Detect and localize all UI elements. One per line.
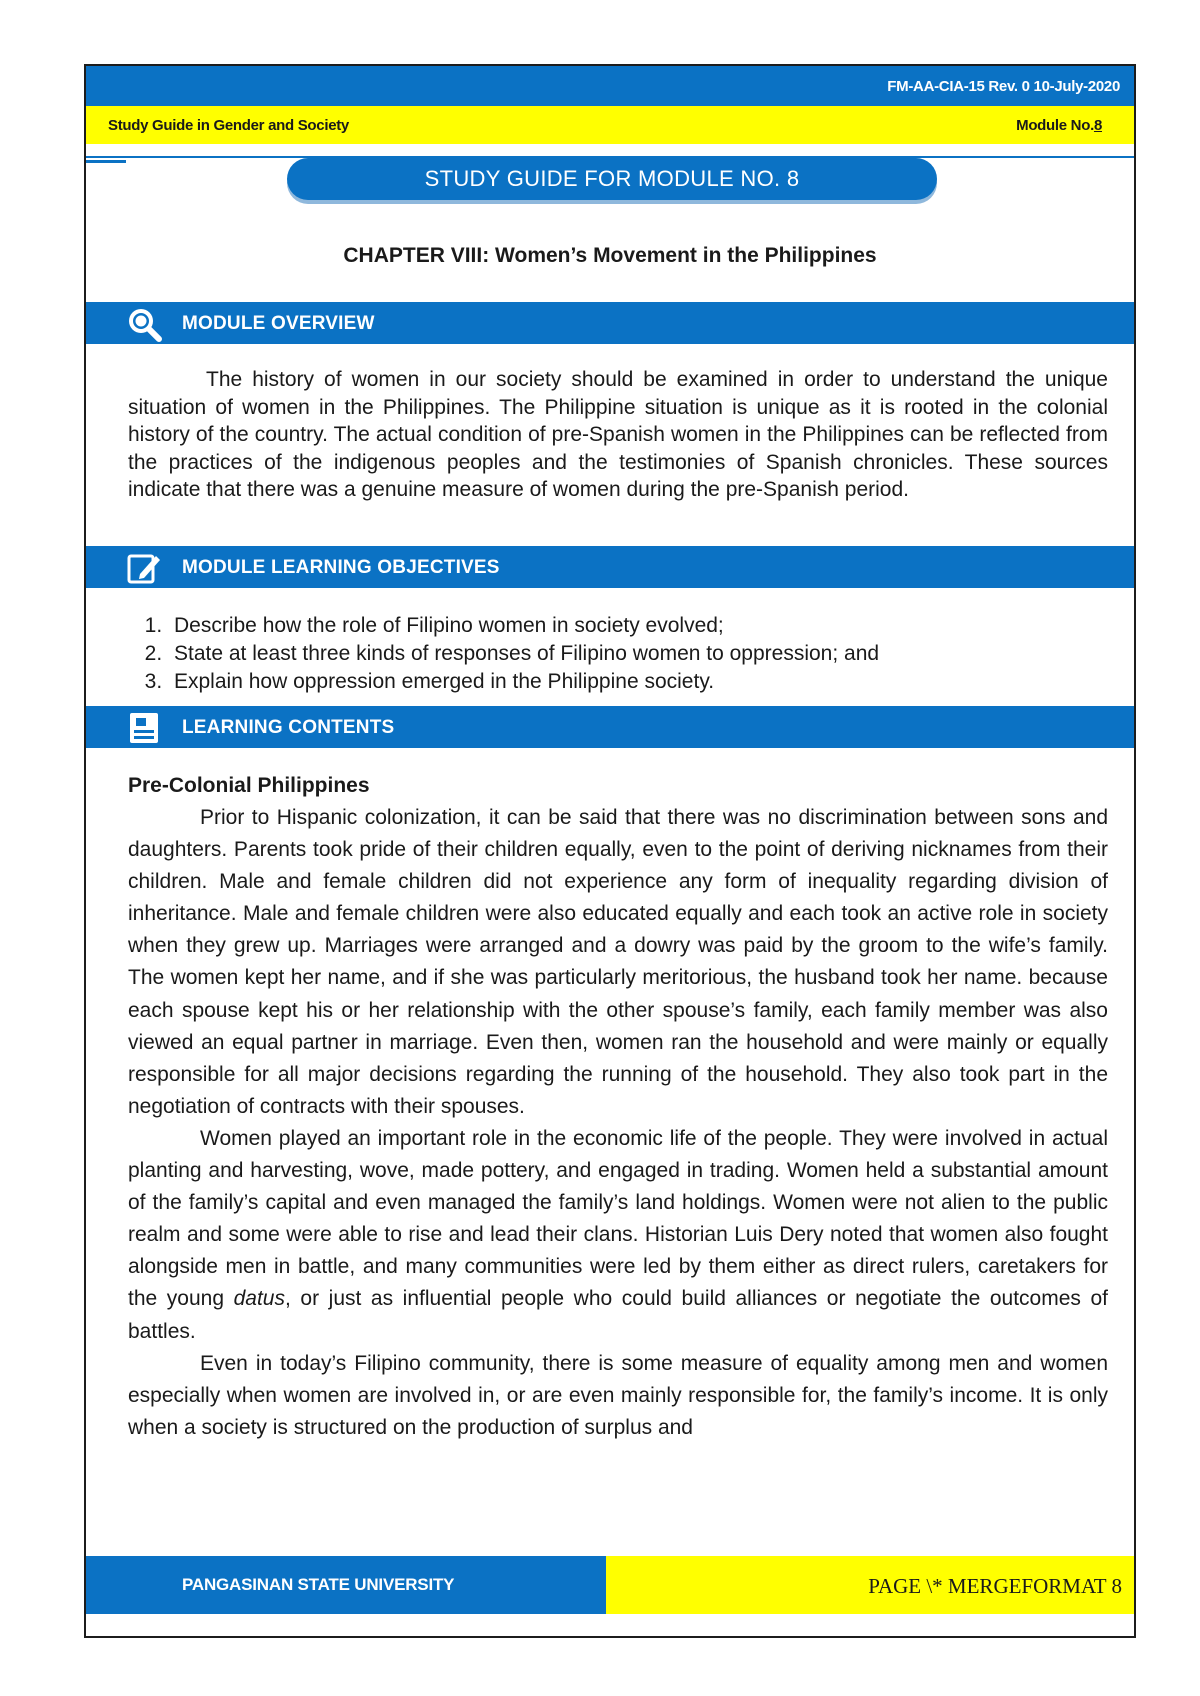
- magnifier-icon: [126, 306, 162, 342]
- header-divider-accent: [86, 160, 126, 163]
- document-icon: [126, 710, 162, 746]
- module-number-label: Module No.8: [1016, 117, 1102, 134]
- learning-contents-bar: [86, 706, 1134, 748]
- module-overview-bar: [86, 302, 1134, 344]
- learning-objectives-heading: MODULE LEARNING OBJECTIVES: [182, 557, 500, 578]
- module-overview-text: The history of women in our society should be examined in order to understand the unique situation of women in the Philippines. The Philippine situation is unique as it is rooted in the colonial history of the country. The actual condition of pre-Spanish women in the Philippines can be reflected from the practices of the indigenous peoples and the testimonies of Spanish chronicles. These sources indicate that there was a genuine measure of women during the pre-Spanish period.: [128, 368, 1108, 501]
- list-item: 2. State at least three kinds of responses of Filipino women to oppression; and: [168, 640, 1108, 668]
- guide-title: Study Guide in Gender and Society: [108, 117, 349, 134]
- pencil-icon: [126, 550, 162, 586]
- paragraph: Prior to Hispanic colonization, it can be said that there was no discrimination between sons and daughters. Parents took pride of their children equally, even to the point of deriving nicknames from their children. Male and female children did not experience any form of inequality regarding division of inheritance. Male and female children were also educated equally and each took an active role in society when they grew up. Marriages were arranged and a dowry was paid by the groom to the wife’s family. The women kept her name, and if she was particularly meritorious, the husband took her name. because each spouse kept his or her relationship with the other spouse’s family, each family member was also viewed an equal partner in marriage. Even then, women ran the household and were mainly or equally responsible for all major decisions regarding the running of the household. They also took part in the negotiation of contracts with their spouses.: [128, 806, 1108, 1118]
- form-code: FM-AA-CIA-15 Rev. 0 10-July-2020: [887, 78, 1120, 95]
- footer-university-band: [86, 1556, 606, 1614]
- header-yellow-band: [86, 106, 1134, 144]
- university-name: PANGASINAN STATE UNIVERSITY: [182, 1575, 455, 1594]
- paragraph: Even in today’s Filipino community, there is some measure of equality among men and women especially when women are involved in, or are even mainly responsible for, the family’s income. It is only when a society is structured on the production of surplus and: [128, 1351, 1108, 1439]
- study-guide-title-pill: STUDY GUIDE FOR MODULE NO. 8: [287, 158, 937, 200]
- chapter-title: CHAPTER VIII: Women’s Movement in the Philippines: [343, 244, 877, 267]
- list-item: 3. Explain how oppression emerged in the Philippine society.: [168, 668, 1108, 696]
- module-overview-heading: MODULE OVERVIEW: [182, 313, 375, 334]
- list-item: 1. Describe how the role of Filipino women in society evolved;: [168, 612, 1108, 640]
- section-heading: Pre-Colonial Philippines: [128, 774, 370, 797]
- footer-page-band: [606, 1556, 1134, 1614]
- paragraph: Women played an important role in the economic life of the people. They were involved in actual planting and harvesting, wove, made pottery, and engaged in trading. Women held a substantial amount of the family’s capital and even managed the family’s land holdings. Women were not alien to the public realm and some were able to rise and lead their clans. Historian Luis Dery noted that women also fought alongside men in battle, and many communities were led by them either as direct rulers, caretakers for the young datus, or just as influential people who could build alliances or negotiate the outcomes of battles.: [128, 1126, 1108, 1343]
- objectives-list: [128, 612, 1108, 696]
- learning-objectives-bar: [86, 546, 1134, 588]
- module-number: 8: [1093, 117, 1102, 134]
- learning-contents-body: [128, 770, 1108, 1444]
- learning-contents-heading: LEARNING CONTENTS: [182, 717, 395, 738]
- header-blue-band: [86, 66, 1134, 106]
- page-number: PAGE \* MERGEFORMAT 8: [868, 1574, 1122, 1598]
